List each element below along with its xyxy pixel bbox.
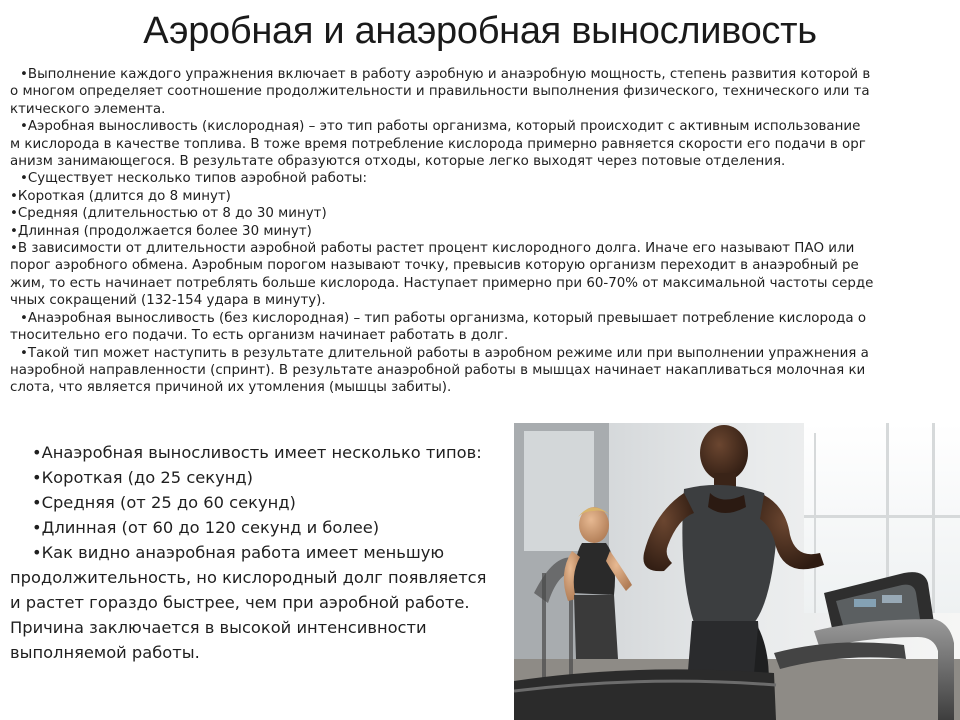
text-line: слота, что является причиной их утомления (мышцы забиты).	[10, 380, 452, 396]
text-line: жим, то есть начинает потреблять больше кислорода. Наступает примерно при 60-70% от максимальной частоты серде	[10, 275, 874, 291]
treadmill-photo	[514, 423, 960, 720]
text-line: тносительно его подачи. То есть организм начинает работать в долг.	[10, 328, 509, 344]
text-line: ктического элемента.	[10, 101, 166, 117]
text-line: выполняемой работы.	[10, 643, 200, 662]
text-line: анизм занимающегося. В результате образуются отходы, которые легко выходят через потовые отделения.	[10, 154, 786, 170]
text-line: •Средняя (от 25 до 60 секунд)	[32, 493, 296, 512]
text-line: •Короткая (длится до 8 минут)	[10, 188, 231, 204]
text-line: •Длинная (от 60 до 120 секунд и более)	[32, 518, 380, 537]
text-line: •Средняя (длительностью от 8 до 30 минут)	[10, 206, 327, 222]
top-text-block	[10, 66, 950, 397]
text-line: м кислорода в качестве топлива. В тоже время потребление кислорода примерно равняется скорости его подачи в орг	[10, 136, 866, 152]
bottom-text-block	[10, 440, 505, 665]
text-line: •Длинная (продолжается более 30 минут)	[10, 223, 312, 239]
text-line: •В зависимости от длительности аэробной работы растет процент кислородного долга. Иначе его называют ПАО или	[10, 241, 855, 257]
text-line: чных сокращений (132-154 удара в минуту).	[10, 293, 326, 309]
text-line: продолжительность, но кислородный долг появляется	[10, 568, 487, 587]
text-line: порог аэробного обмена. Аэробным порогом называют точку, превысив которую организм переходит в анаэробный ре	[10, 258, 859, 274]
text-line: •Анаэробная выносливость имеет несколько типов:	[32, 443, 482, 462]
text-line: •Аэробная выносливость (кислородная) – это тип работы организма, который происходит с активным использование	[20, 119, 861, 135]
text-line: •Существует несколько типов аэробной работы:	[20, 171, 367, 187]
text-line: •Короткая (до 25 секунд)	[32, 468, 254, 487]
text-line: •Выполнение каждого упражнения включает в работу аэробную и анаэробную мощность, степень развития которой в	[20, 67, 871, 82]
text-line: и растет гораздо быстрее, чем при аэробной работе.	[10, 593, 470, 612]
text-line: о многом определяет соотношение продолжительности и правильности выполнения физического, технического или та	[10, 84, 870, 100]
text-line: •Как видно анаэробная работа имеет меньшую	[32, 543, 445, 562]
text-line: наэробной направленности (спринт). В результате анаэробной работы в мышцах начинает накапливаться молочная ки	[10, 362, 866, 378]
text-line: •Анаэробная выносливость (без кислородная) – тип работы организма, который превышает потребление кислорода о	[20, 310, 867, 326]
treadmill-illustration	[514, 423, 960, 720]
text-line: Причина заключается в высокой интенсивности	[10, 618, 427, 637]
slide-title: Аэробная и анаэробная выносливость	[143, 10, 817, 52]
text-line: •Такой тип может наступить в результате длительной работы в аэробном режиме или при выполнении упражнения а	[20, 345, 869, 361]
